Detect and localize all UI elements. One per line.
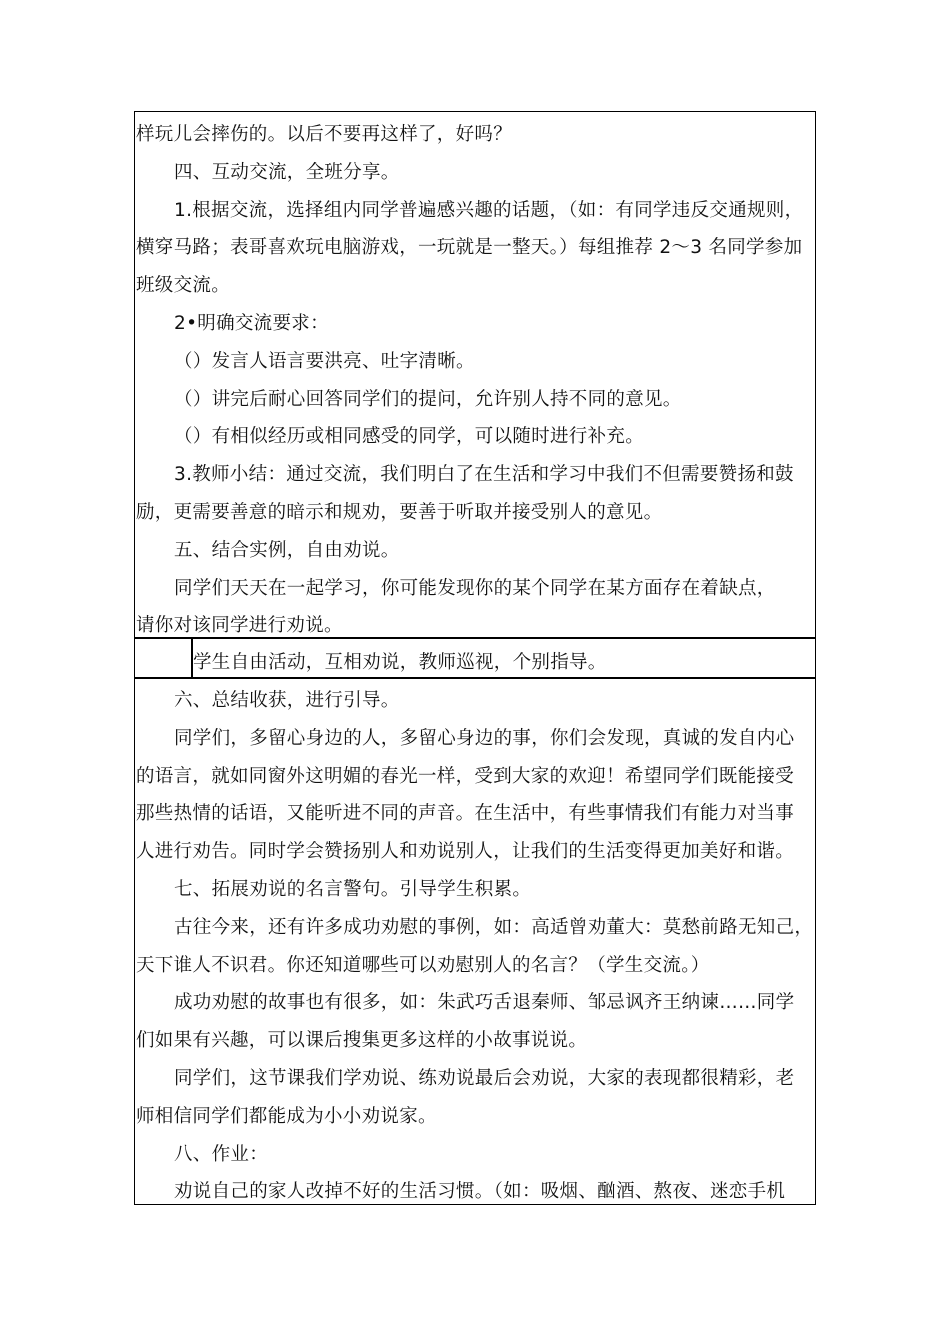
- text-line: 班级交流。: [136, 275, 231, 297]
- text-line: 横穿马路；表哥喜欢玩电脑游戏，一玩就是一整天。）每组推荐 2～3 名同学参加: [136, 237, 803, 259]
- text-line: 五、结合实例，自由劝说。: [174, 539, 400, 561]
- text-line: 天下谁人不识君。你还知道哪些可以劝慰别人的名言？（学生交流。）: [136, 954, 710, 976]
- text-line: 请你对该同学进行劝说。: [136, 615, 343, 637]
- text-line: （）有相似经历或相同感受的同学，可以随时进行补充。: [174, 426, 645, 448]
- text-line: 同学们，这节课我们学劝说、练劝说最后会劝说，大家的表现都很精彩，老: [174, 1068, 795, 1089]
- text-line: 七、拓展劝说的名言警句。引导学生积累。: [174, 879, 532, 900]
- text-line: 师相信同学们都能成为小小劝说家。: [136, 1105, 437, 1127]
- text-line: 那些热情的话语，又能听进不同的声音。在生活中，有些事情我们有能力对当事: [136, 803, 795, 825]
- text-line: 四、互动交流，全班分享。: [174, 161, 400, 183]
- text-line: （）讲完后耐心回答同学们的提问，允许别人持不同的意见。: [174, 388, 682, 410]
- text-line: 六、总结收获，进行引导。: [174, 690, 400, 711]
- text-line: 们如果有兴趣，可以课后搜集更多这样的小故事说说。: [136, 1030, 588, 1052]
- text-line: 的语言，就如同窗外这明媚的春光一样，受到大家的欢迎！希望同学们既能接受: [136, 765, 795, 787]
- text-line: 3.教师小结：通过交流，我们明白了在生活和学习中我们不但需要赞扬和鼓: [174, 464, 794, 486]
- text-line: 同学们天天在一起学习，你可能发现你的某个同学在某方面存在着缺点，: [174, 577, 776, 599]
- text-line: 八、作业：: [174, 1143, 269, 1165]
- text-line: 同学们，多留心身边的人，多留心身边的事，你们会发现，真诚的发自内心: [174, 727, 795, 749]
- row-divider-bottom: [134, 677, 816, 679]
- text-line: 励，更需要善意的暗示和规劝，要善于听取并接受别人的意见。: [136, 502, 663, 523]
- text-line: 成功劝慰的故事也有很多，如：朱武巧舌退秦师、邹忌讽齐王纳谏……同学: [174, 992, 795, 1014]
- text-line: （）发言人语言要洪亮、吐字清晰。: [174, 350, 475, 372]
- text-line: 人进行劝告。同时学会赞扬别人和劝说别人，让我们的生活变得更加美好和谐。: [136, 841, 795, 863]
- text-line: 1.根据交流，选择组内同学普遍感兴趣的话题，（如：有同学违反交通规则，: [174, 199, 804, 221]
- text-line: 学生自由活动，互相劝说，教师巡视，个别指导。: [193, 652, 607, 673]
- text-line: 劝说自己的家人改掉不好的生活习惯。（如：吸烟、酗酒、熬夜、迷恋手机: [174, 1181, 786, 1203]
- text-line: 样玩儿会摔伤的。以后不要再这样了，好吗？: [136, 124, 513, 145]
- text-line: 古往今来，还有许多成功劝慰的事例，如：高适曾劝董大：莫愁前路无知己，: [174, 916, 814, 938]
- text-line: 2•明确交流要求：: [174, 313, 329, 334]
